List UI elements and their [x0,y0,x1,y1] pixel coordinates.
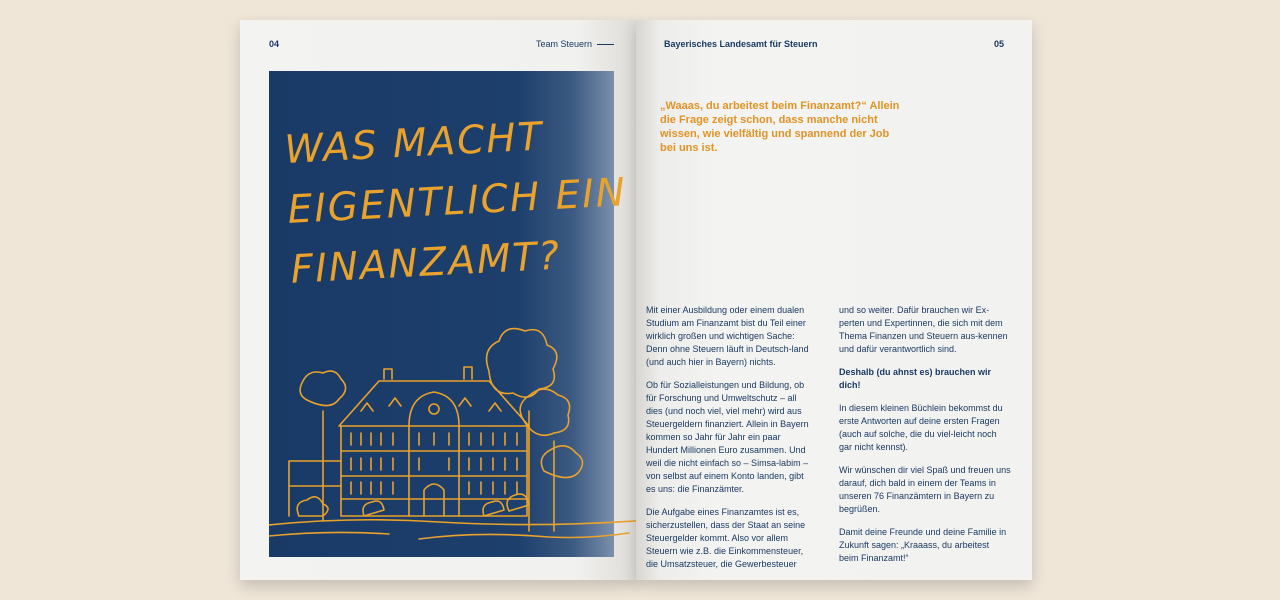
cover-illustration [269,71,628,557]
right-running-head: Bayerisches Landesamt für Steuern [664,39,818,49]
column1-paragraph-2: Ob für Sozialleistungen und Bildung, ob für Forschung und Umweltschutz – all dies (und noch viel, viel mehr) wird aus Steuergeldern finanziert. Allein in Bayern kommen so Jahr für Jahr ein paar Hundert Millionen Euro zusammen. Und weil die nicht einfach so – Simsa-labim – von selbst auf einem Konto landen, gibt es uns: die Finanzämter. [646,380,809,494]
right-page [636,20,1032,580]
left-running-head: Team Steuern [536,39,593,49]
running-head-rule [597,44,614,45]
column2-bold-callout: Deshalb (du ahnst es) brauchen wir dich! [839,367,992,390]
headline-line-3: FINANZAMT? [289,233,563,293]
column2-paragraph-1: und so weiter. Dafür brauchen wir Ex-perten und Expertinnen, die sich mit dem Thema Finanzen und Steuern aus-kennen und dafür verantwortlich sind. [839,305,1008,354]
column2-paragraph-2: In diesem kleinen Büchlein bekommst du erste Antworten auf deine ersten Fragen (auch auf solche, die du viel-leicht noch gar nicht kennst). [839,403,1003,452]
column2-paragraph-4: Damit deine Freunde und deine Familie in Zukunft sagen: „Kraaass, du arbeitest beim Finanzamt!“ [839,527,1007,563]
column1-paragraph-3: Die Aufgabe eines Finanzamtes ist es, sicherzustellen, dass der Staat an seine Steuergelder kommt. Also vor allem Steuern wie z.B. die Einkommensteuer, die Umsatzsteuer, die Gewerbesteuer [646,507,806,569]
building-sketch-illustration [269,311,649,561]
left-page-number: 04 [269,39,280,49]
headline [283,104,628,301]
column2-paragraph-3: Wir wünschen dir viel Spaß und freuen uns darauf, dich bald in einem der Teams in unseren 76 Finanzämtern in Bayern zu begrüßen. [839,465,1011,514]
open-brochure [240,20,1032,580]
intro-quote: „Waaas, du arbeitest beim Finanzamt?“ Allein die Frage zeigt schon, dass manche nicht wissen, wie vielfältig und spannend der Job bei uns ist. [660,100,900,154]
column1-paragraph-1: Mit einer Ausbildung oder einem dualen Studium am Finanzamt bist du Teil einer wirklich großen und wichtigen Sache: Denn ohne Steuern läuft in Deutsch-land (und auch hier in Bayern) nichts. [646,305,809,367]
text-column-1 [646,304,812,581]
headline-line-1: WAS MACHT [283,114,545,173]
right-page-number: 05 [993,39,1004,49]
headline-line-2: EIGENTLICH EIN [286,170,628,233]
left-page [240,20,636,580]
text-column-2 [839,304,1011,575]
